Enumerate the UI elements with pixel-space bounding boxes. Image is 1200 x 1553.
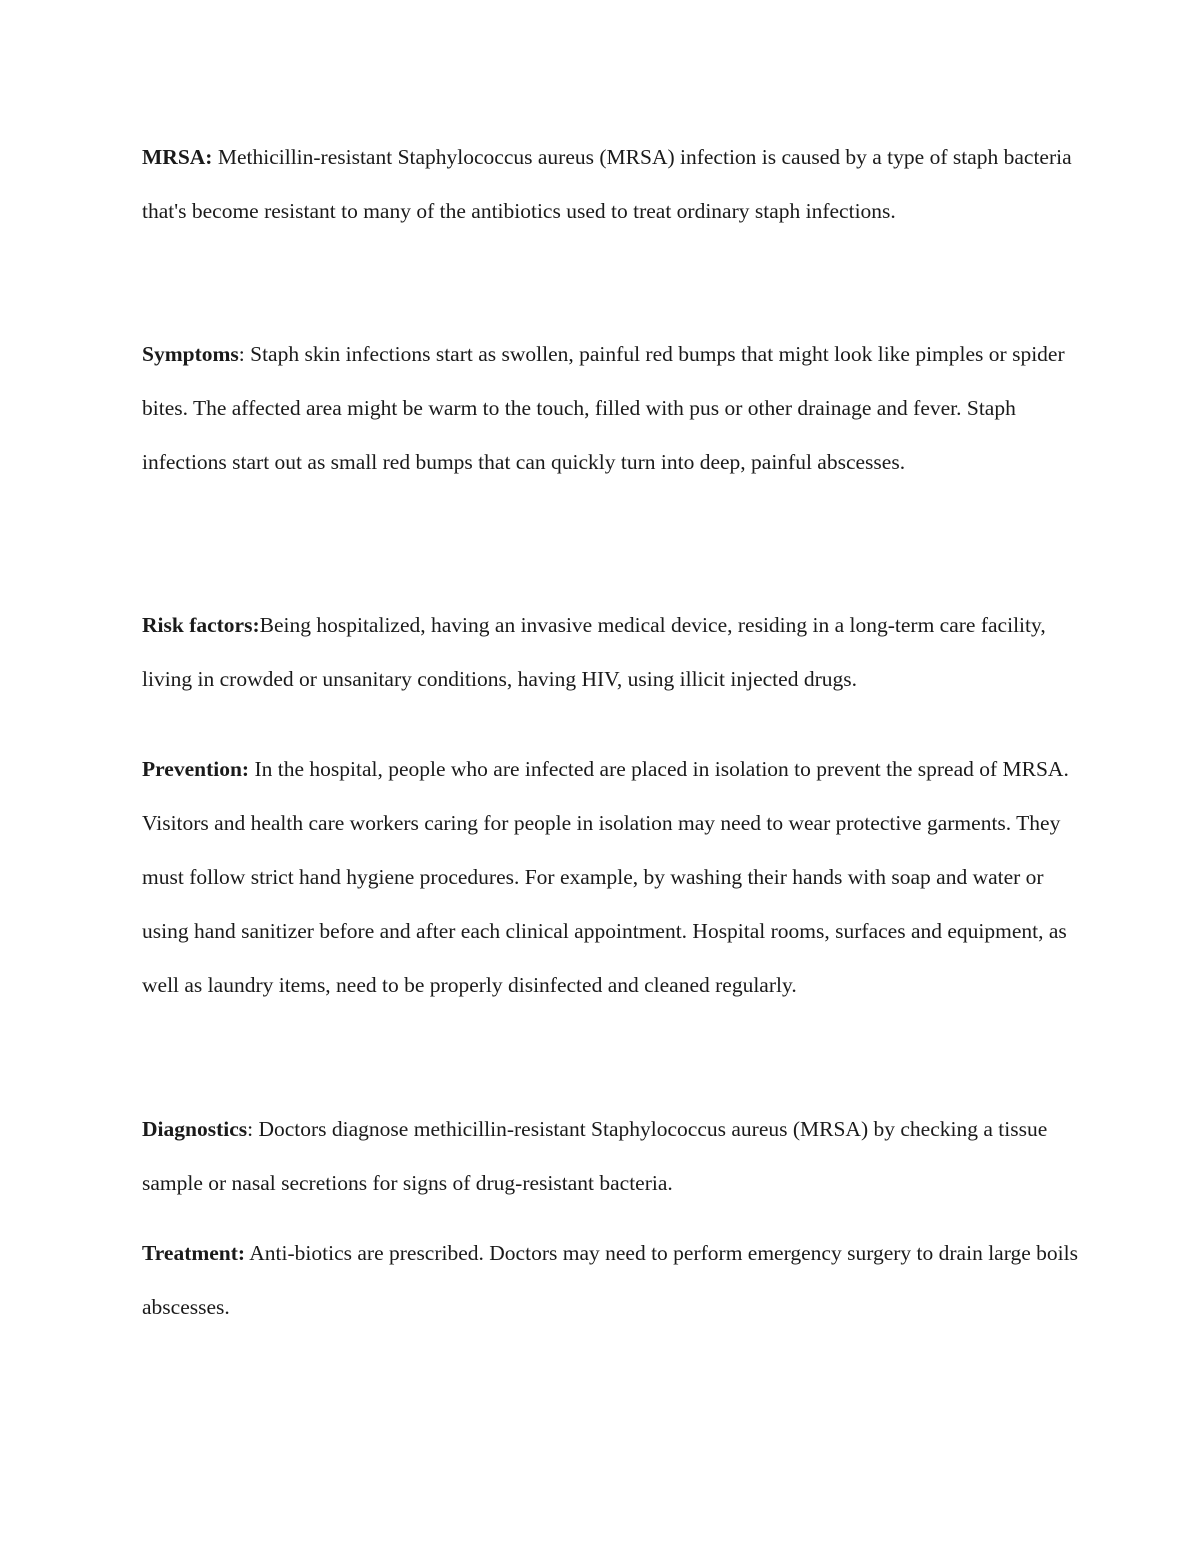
symptoms-paragraph [142, 327, 1082, 489]
diagnostics-heading: Diagnostics [142, 1117, 248, 1141]
treatment-heading: Treatment: [142, 1241, 246, 1265]
prevention-heading: Prevention: [142, 757, 250, 781]
symptoms-heading: Symptoms [142, 342, 239, 366]
risk-factors-text: Being hospitalized, having an invasive medical device, residing in a long-term care facility, living in crowded or unsanitary conditions, having HIV, using illicit injected drugs. [142, 613, 1046, 691]
mrsa-paragraph [142, 130, 1082, 238]
mrsa-text: Methicillin-resistant Staphylococcus aureus (MRSA) infection is caused by a type of staph bacteria that's become resistant to many of the antibiotics used to treat ordinary staph infections. [142, 145, 1072, 223]
prevention-text: In the hospital, people who are infected are placed in isolation to prevent the spread of MRSA. Visitors and health care workers caring for people in isolation may need to wear protective garments. They must follow strict hand hygiene procedures. For example, by washing their hands with soap and water or using hand sanitizer before and after each clinical appointment. Hospital rooms, surfaces and equipment, as well as laundry items, need to be properly disinfected and cleaned regularly. [142, 757, 1069, 997]
treatment-text: Anti-biotics are prescribed. Doctors may need to perform emergency surgery to drain large boils abscesses. [142, 1241, 1078, 1319]
treatment-paragraph [142, 1226, 1082, 1334]
diagnostics-text: : Doctors diagnose methicillin-resistant Staphylococcus aureus (MRSA) by checking a tissue sample or nasal secretions for signs of drug-resistant bacteria. [142, 1117, 1048, 1195]
risk-factors-heading: Risk factors: [142, 613, 260, 637]
mrsa-heading: MRSA: [142, 145, 213, 169]
symptoms-text: : Staph skin infections start as swollen, painful red bumps that might look like pimples or spider bites. The affected area might be warm to the touch, filled with pus or other drainage and fever. Staph infections start out as small red bumps that can quickly turn into deep, painful abscesses. [142, 342, 1065, 474]
prevention-paragraph [142, 742, 1082, 1012]
risk-factors-paragraph [142, 598, 1082, 706]
diagnostics-paragraph [142, 1102, 1082, 1210]
